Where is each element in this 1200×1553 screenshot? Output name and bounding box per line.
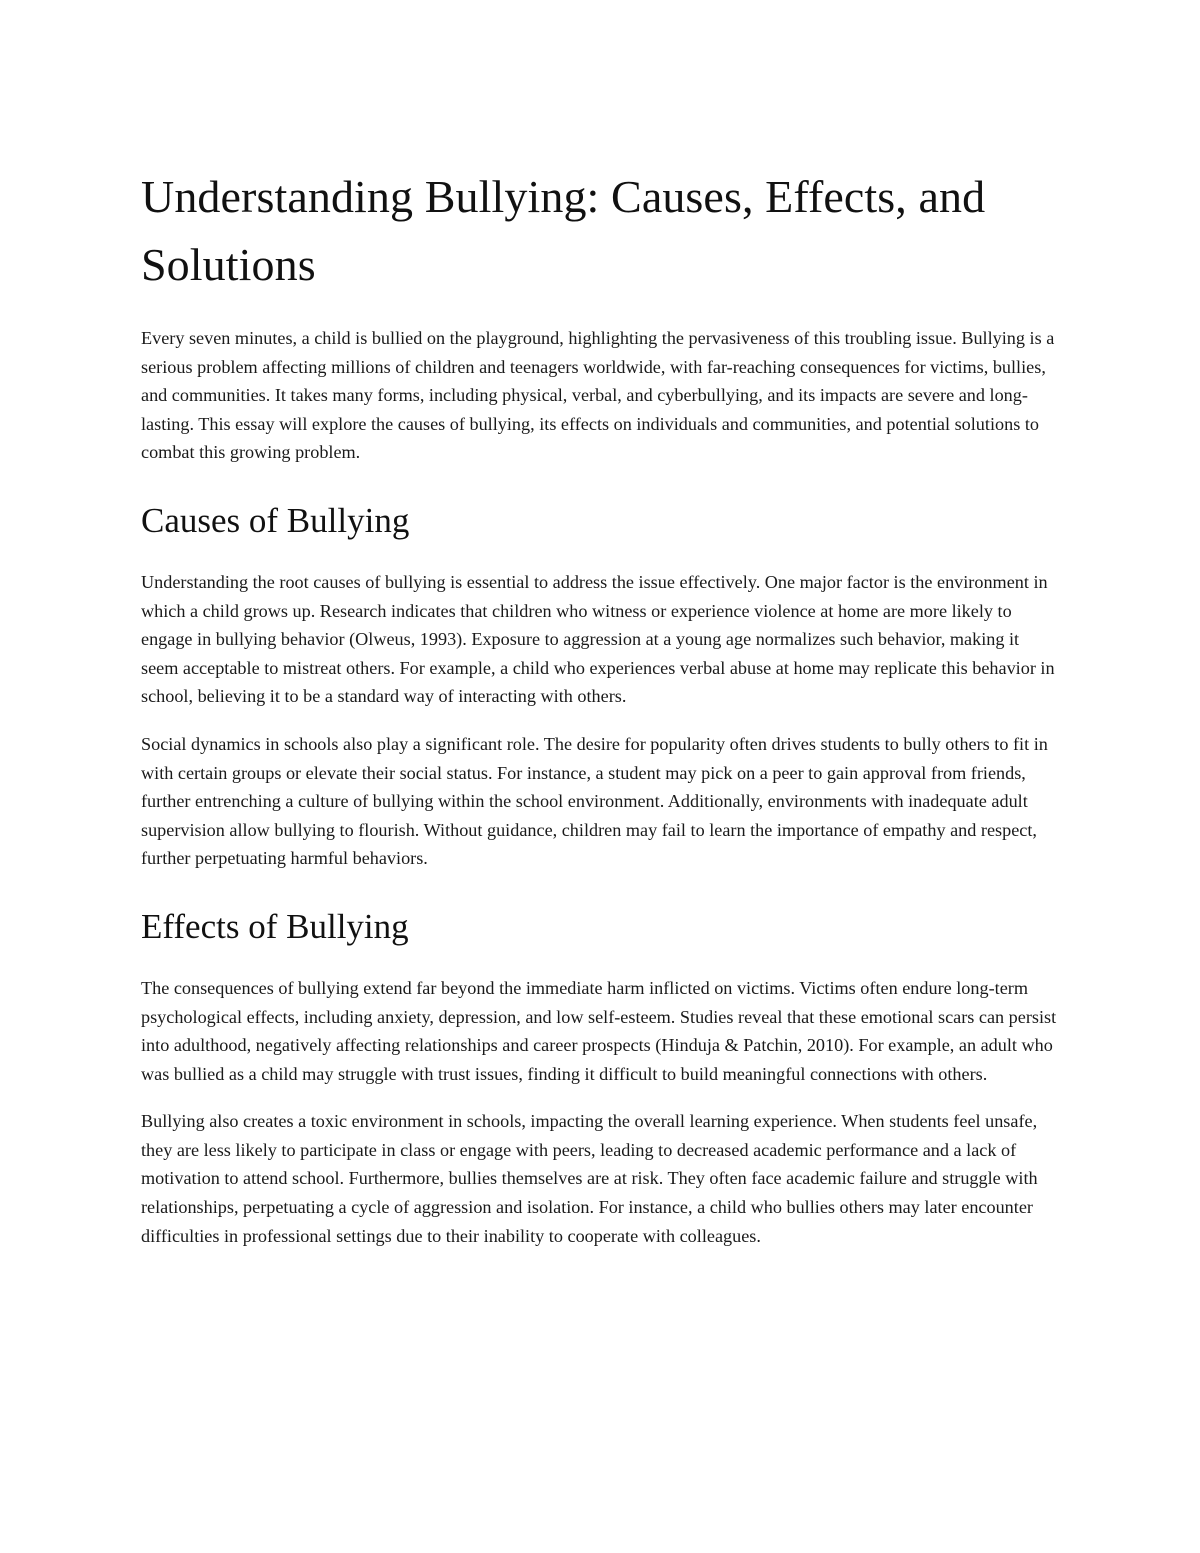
intro-paragraph: Every seven minutes, a child is bullied on the playground, highlighting the pervasiveness of this troubling issue. Bullying is a serious problem affecting millions of children and teenagers worldwide, with far-reaching consequences for victims, bullies, and communities. It takes many forms, including physical, verbal, and cyberbullying, and its impacts are severe and long-lasting. This essay will explore the causes of bullying, its effects on individuals and communities, and potential solutions to combat this growing problem.	[141, 328, 1055, 463]
section-causes	[141, 501, 1060, 873]
document-title: Understanding Bullying: Causes, Effects, and Solutions	[141, 171, 986, 290]
causes-paragraph-2: Social dynamics in schools also play a significant role. The desire for popularity often drives students to bully others to fit in with certain groups or elevate their social status. For instance, a student may pick on a peer to gain approval from friends, further entrenching a culture of bullying within the school environment. Additionally, environments with inadequate adult supervision allow bullying to flourish. Without guidance, children may fail to learn the importance of empathy and respect, further perpetuating harmful behaviors.	[141, 733, 1048, 869]
section-heading-causes: Causes of Bullying	[141, 500, 410, 540]
effects-paragraph-2: Bullying also creates a toxic environment in schools, impacting the overall learning experience. When students feel unsafe, they are less likely to participate in class or engage with peers, leading to decreased academic performance and a lack of motivation to attend school. Furthermore, bullies themselves are at risk. They often face academic failure and struggle with relationships, perpetuating a cycle of aggression and isolation. For instance, a child who bullies others may later encounter difficulties in professional settings due to their inability to cooperate with colleagues.	[141, 1111, 1038, 1246]
effects-paragraph-1: The consequences of bullying extend far beyond the immediate harm inflicted on victims. Victims often endure long-term psychological effects, including anxiety, depression, and low self-esteem. Studies reveal that these emotional scars can persist into adulthood, negatively affecting relationships and career prospects (Hinduja & Patchin, 2010). For example, an adult who was bullied as a child may struggle with trust issues, finding it difficult to build meaningful connections with others.	[141, 977, 1057, 1084]
causes-paragraph-1: Understanding the root causes of bullying is essential to address the issue effectively. One major factor is the environment in which a child grows up. Research indicates that children who witness or experience violence at home are more likely to engage in bullying behavior (Olweus, 1993). Exposure to aggression at a young age normalizes such behavior, making it seem acceptable to mistreat others. For example, a child who experiences verbal abuse at home may replicate this behavior in school, believing it to be a standard way of interacting with others.	[141, 571, 1055, 707]
section-effects	[141, 907, 1060, 1250]
section-heading-effects: Effects of Bullying	[141, 906, 409, 946]
